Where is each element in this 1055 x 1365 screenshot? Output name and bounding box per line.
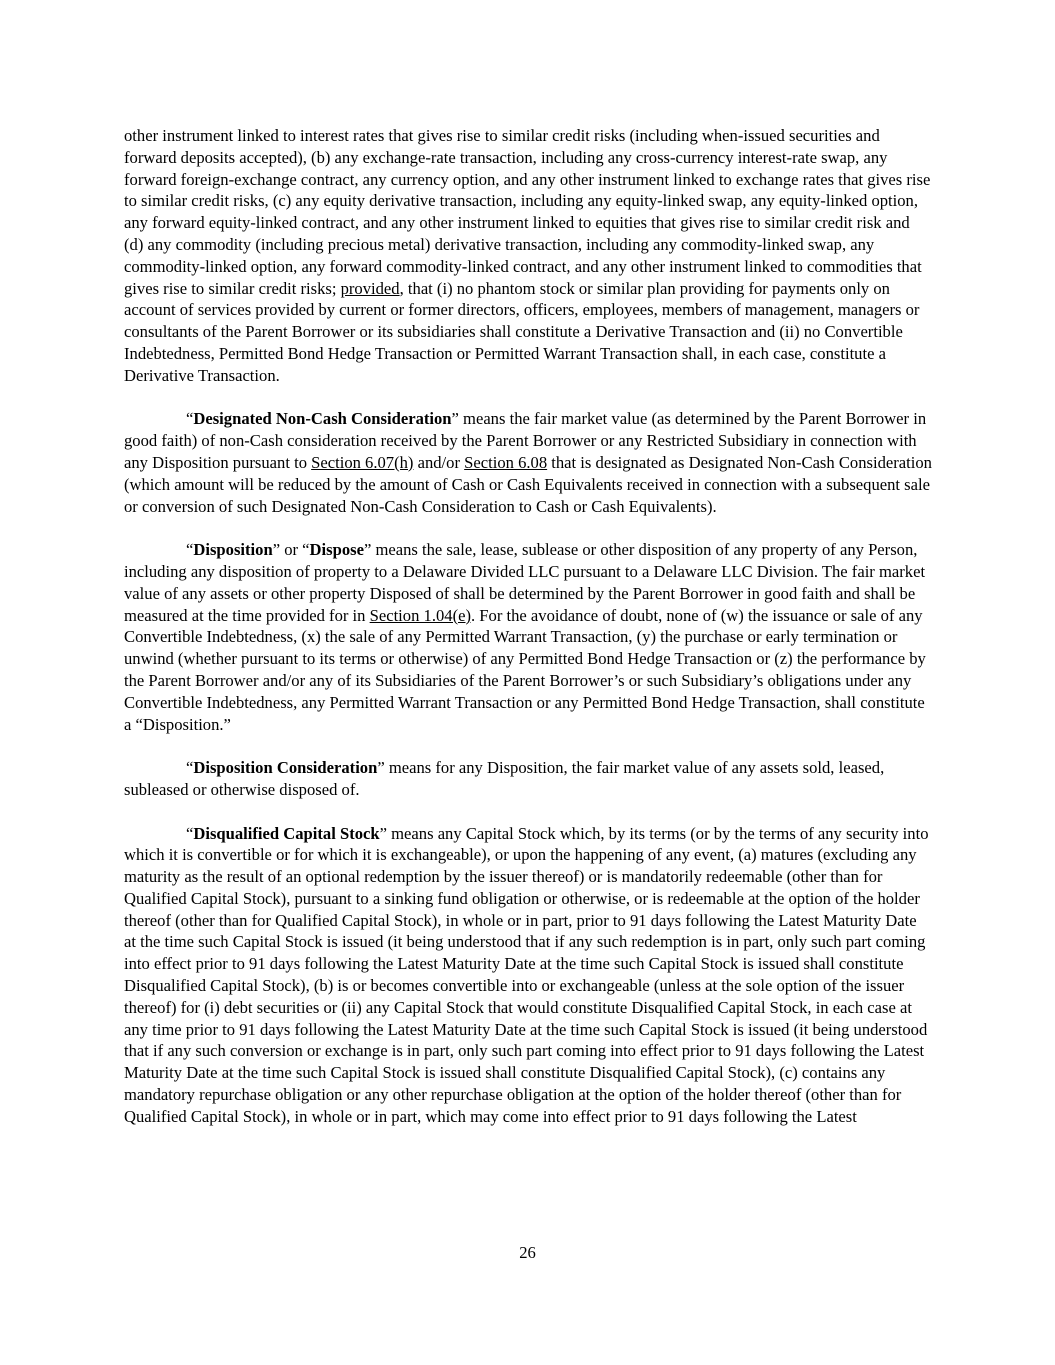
open-quote: “ <box>186 823 194 843</box>
open-quote: “ <box>186 758 194 778</box>
open-quote: “ <box>186 540 194 560</box>
section-reference: Section 6.07(h) <box>311 452 414 472</box>
definition-designated-non-cash-consideration <box>124 408 932 517</box>
defined-term: Dispose <box>309 540 364 560</box>
definition-text: ” means for any Disposition, the fair market value of any assets sold, leased, subleased or otherwise disposed of. <box>124 758 885 799</box>
definition-text: ” or “ <box>272 540 310 560</box>
paragraph-text: , that (i) no phantom stock or similar plan providing for payments only on account of services provided by current or former directors, officers, employees, members of management, managers or consultants of the Parent Borrower or its subsidiaries shall constitute a Derivative Transaction and (ii) no Convertible Indebtedness, Permitted Bond Hedge Transaction or Permitted Warrant Transaction shall, in each case, constitute a Derivative Transaction. <box>124 278 920 385</box>
definition-disposition-consideration <box>124 757 932 801</box>
definition-text: and/or <box>413 452 465 472</box>
definition-text: ” means any Capital Stock which, by its terms (or by the terms of any security into which it is convertible or for which it is exchangeable), or upon the happening of any event, (a) matures (excluding any maturity as the result of an optional redemption by the issuer thereof) or is mandatorily redeemable (other than for Qualified Capital Stock), pursuant to a sinking fund obligation or otherwise, or is redeemable at the option of the holder thereof (other than for Qualified Capital Stock), in whole or in part, prior to 91 days following the Latest Maturity Date at the time such Capital Stock is issued (it being understood that if any such redemption is in part, only such part coming into effect prior to 91 days following the Latest Maturity Date at the time such Capital Stock is issued shall constitute Disqualified Capital Stock), (b) is or becomes convertible into or exchangeable (unless at the sole option of the issuer thereof) for (i) debt securities or (ii) any Capital Stock that would constitute Disqualified Capital Stock, in each case at any time prior to 91 days following the Latest Maturity Date at the time such Capital Stock is issued (it being understood that if any such conversion or exchange is in part, only such part coming into effect prior to 91 days following the Latest Maturity Date at the time such Capital Stock is issued shall constitute Disqualified Capital Stock), (c) contains any mandatory repurchase obligation or any other repurchase obligation at the option of the holder thereof (other than for Qualified Capital Stock), in whole or in part, which may come into effect prior to 91 days following the Latest <box>124 823 929 1126</box>
provided-term: provided <box>340 278 400 298</box>
definition-text: that is designated as Designated Non-Cash Consideration (which amount will be reduced by the amount of Cash or Cash Equivalents received in connection with a subsequent sale or conversion of such Designated Non-Cash Consideration to Cash or Cash Equivalents). <box>124 452 932 516</box>
paragraph-derivative-transaction-continued <box>124 125 932 387</box>
open-quote: “ <box>186 409 194 429</box>
page-number: 26 <box>519 1243 536 1262</box>
defined-term: Disposition <box>193 540 273 560</box>
section-reference: Section 1.04(e) <box>369 605 471 625</box>
definition-disqualified-capital-stock <box>124 823 932 1128</box>
paragraph-text: other instrument linked to interest rates that gives rise to similar credit risks (including when-issued securities and forward deposits accepted), (b) any exchange-rate transaction, including any cross-currency interest-rate swap, any forward foreign-exchange contract, any currency option, and any other instrument linked to exchange rates that gives rise to similar credit risks, (c) any equity derivative transaction, including any equity-linked swap, any equity-linked option, any forward equity-linked contract, and any other instrument linked to equities that gives rise to similar credit risk and (d) any commodity (including precious metal) derivative transaction, including any commodity-linked swap, any commodity-linked option, any forward commodity-linked contract, and any other instrument linked to commodities that gives rise to similar credit risks; <box>124 126 931 298</box>
definition-text: ” means the sale, lease, sublease or other disposition of any property of any Person, including any disposition of property to a Delaware Divided LLC pursuant to a Delaware LLC Division. The fair market value of any assets or other property Disposed of shall be determined by the Parent Borrower in good faith and shall be measured at the time provided for in <box>124 540 926 625</box>
defined-term: Disposition Consideration <box>193 758 378 778</box>
document-page <box>124 125 932 1149</box>
definition-text: . For the avoidance of doubt, none of (w) the issuance or sale of any Convertible Indebtedness, (x) the sale of any Permitted Warrant Transaction, (y) the purchase or early termination or unwind (whether pursuant to its terms or otherwise) of any Permitted Bond Hedge Transaction or (z) the performance by the Parent Borrower and/or any of its Subsidiaries of the Parent Borrower’s or such Subsidiary’s obligations under any Convertible Indebtedness, any Permitted Warrant Transaction or any Permitted Bond Hedge Transaction, shall constitute a “Disposition.” <box>124 605 926 734</box>
section-reference: Section 6.08 <box>464 452 548 472</box>
definition-text: ” means the fair market value (as determined by the Parent Borrower in good faith) of non-Cash consideration received by the Parent Borrower or any Restricted Subsidiary in connection with any Disposition pursuant to <box>124 409 927 472</box>
definition-disposition <box>124 539 932 735</box>
defined-term: Designated Non-Cash Consideration <box>193 409 452 429</box>
defined-term: Disqualified Capital Stock <box>193 823 380 843</box>
